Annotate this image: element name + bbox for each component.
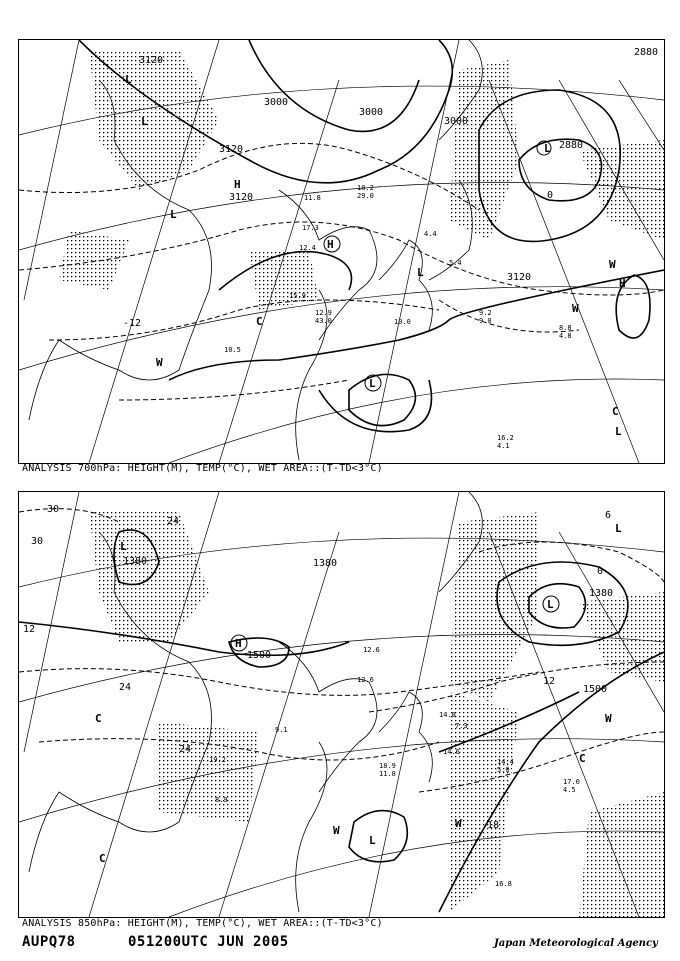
svg-text:14.4: 14.4 — [497, 758, 514, 766]
svg-text:2880: 2880 — [634, 47, 659, 58]
svg-text:12.6: 12.6 — [363, 646, 380, 654]
svg-text:9.1: 9.1 — [275, 726, 288, 734]
svg-text:14.6: 14.6 — [443, 748, 460, 756]
svg-text:3000: 3000 — [264, 97, 289, 108]
svg-text:10.5: 10.5 — [224, 346, 241, 354]
svg-text:4.8: 4.8 — [559, 332, 572, 340]
svg-text:12.9: 12.9 — [315, 309, 332, 317]
svg-text:1500: 1500 — [583, 684, 608, 695]
svg-text:3120: 3120 — [507, 272, 532, 283]
svg-text:0: 0 — [597, 566, 604, 577]
svg-text:2880: 2880 — [559, 140, 584, 151]
svg-text:1380: 1380 — [313, 558, 338, 569]
svg-text:4.1: 4.1 — [497, 442, 510, 450]
map-700hpa-chart — [19, 40, 664, 463]
svg-text:W: W — [609, 258, 616, 271]
caption-850hpa: ANALYSIS 850hPa: HEIGHT(M), TEMP(°C), WET AREA::(T-TD<3°C) — [22, 918, 383, 929]
svg-text:12.6: 12.6 — [357, 676, 374, 684]
svg-text:L: L — [170, 208, 177, 221]
svg-text:8.8: 8.8 — [559, 324, 572, 332]
svg-text:7.3: 7.3 — [455, 722, 468, 730]
svg-text:W: W — [333, 824, 340, 837]
svg-text:L: L — [369, 834, 376, 847]
svg-text:L: L — [615, 522, 622, 535]
svg-text:11.8: 11.8 — [379, 770, 396, 778]
svg-text:15.9: 15.9 — [289, 292, 306, 300]
svg-text:L: L — [120, 540, 127, 553]
svg-text:W: W — [605, 712, 612, 725]
svg-text:L: L — [369, 377, 376, 390]
svg-text:12.4: 12.4 — [299, 244, 316, 252]
svg-text:10.2: 10.2 — [357, 184, 374, 192]
map-850hpa-chart — [19, 492, 664, 917]
svg-text:6: 6 — [605, 510, 612, 521]
svg-text:30: 30 — [47, 504, 60, 515]
wet-area-stipple — [59, 50, 664, 310]
svg-text:24: 24 — [119, 682, 132, 693]
bulletin-id: AUPQ78 — [22, 934, 76, 950]
svg-text:H: H — [234, 178, 241, 191]
svg-text:5.0: 5.0 — [497, 766, 510, 774]
valid-time: 051200UTC JUN 2005 — [128, 934, 289, 950]
svg-text:0: 0 — [547, 190, 554, 201]
map-850hpa-panel — [18, 491, 665, 918]
svg-text:1380: 1380 — [589, 588, 614, 599]
svg-text:29.0: 29.0 — [357, 192, 374, 200]
svg-text:L: L — [544, 142, 551, 155]
svg-text:14.8: 14.8 — [439, 711, 456, 719]
svg-text:4.5: 4.5 — [563, 786, 576, 794]
svg-text:43.0: 43.0 — [315, 317, 332, 325]
svg-text:C: C — [579, 752, 586, 765]
svg-text:5.4: 5.4 — [449, 259, 462, 267]
svg-text:L: L — [125, 73, 132, 86]
svg-text:16.2: 16.2 — [497, 434, 514, 442]
svg-text:1500: 1500 — [247, 650, 272, 661]
svg-text:17.3: 17.3 — [302, 224, 319, 232]
station-plots — [224, 184, 572, 450]
svg-text:H: H — [327, 238, 334, 251]
svg-text:L: L — [417, 266, 424, 279]
svg-text:10.0: 10.0 — [394, 318, 411, 326]
svg-text:3120: 3120 — [229, 192, 254, 203]
agency-credit: Japan Meteorological Agency — [494, 938, 658, 949]
svg-text:18: 18 — [487, 820, 500, 831]
svg-text:3120: 3120 — [219, 144, 244, 155]
svg-text:11.8: 11.8 — [304, 194, 321, 202]
svg-text:W: W — [156, 356, 163, 369]
svg-text:24: 24 — [179, 744, 192, 755]
svg-text:4.4: 4.4 — [424, 230, 437, 238]
svg-text:H: H — [619, 277, 626, 290]
svg-text:C: C — [256, 315, 263, 328]
svg-text:19.2: 19.2 — [209, 756, 226, 764]
svg-text:9.0: 9.0 — [479, 317, 492, 325]
svg-text:30: 30 — [31, 536, 44, 547]
svg-text:L: L — [547, 598, 554, 611]
svg-text:24: 24 — [167, 516, 180, 527]
svg-text:17.0: 17.0 — [563, 778, 580, 786]
svg-text:H: H — [235, 637, 242, 650]
svg-text:3000: 3000 — [444, 116, 469, 127]
svg-text:W: W — [455, 817, 462, 830]
svg-text:12: 12 — [23, 624, 36, 635]
svg-text:W: W — [572, 302, 579, 315]
svg-text:L: L — [615, 425, 622, 438]
svg-text:C: C — [95, 712, 102, 725]
svg-text:16.8: 16.8 — [495, 880, 512, 888]
svg-text:C: C — [612, 405, 619, 418]
svg-text:3000: 3000 — [359, 107, 384, 118]
svg-text:3120: 3120 — [139, 55, 164, 66]
svg-text:1380: 1380 — [123, 556, 148, 567]
svg-text:9.2: 9.2 — [479, 309, 492, 317]
svg-text:18.9: 18.9 — [379, 762, 396, 770]
map-700hpa-panel — [18, 39, 665, 464]
svg-text:-12: -12 — [123, 318, 142, 329]
svg-text:8.9: 8.9 — [215, 796, 228, 804]
svg-text:C: C — [99, 852, 106, 865]
svg-text:12: 12 — [543, 676, 556, 687]
station-plots — [209, 646, 580, 888]
svg-text:L: L — [141, 115, 148, 128]
caption-700hpa: ANALYSIS 700hPa: HEIGHT(M), TEMP(°C), WET AREA::(T-TD<3°C) — [22, 463, 383, 474]
